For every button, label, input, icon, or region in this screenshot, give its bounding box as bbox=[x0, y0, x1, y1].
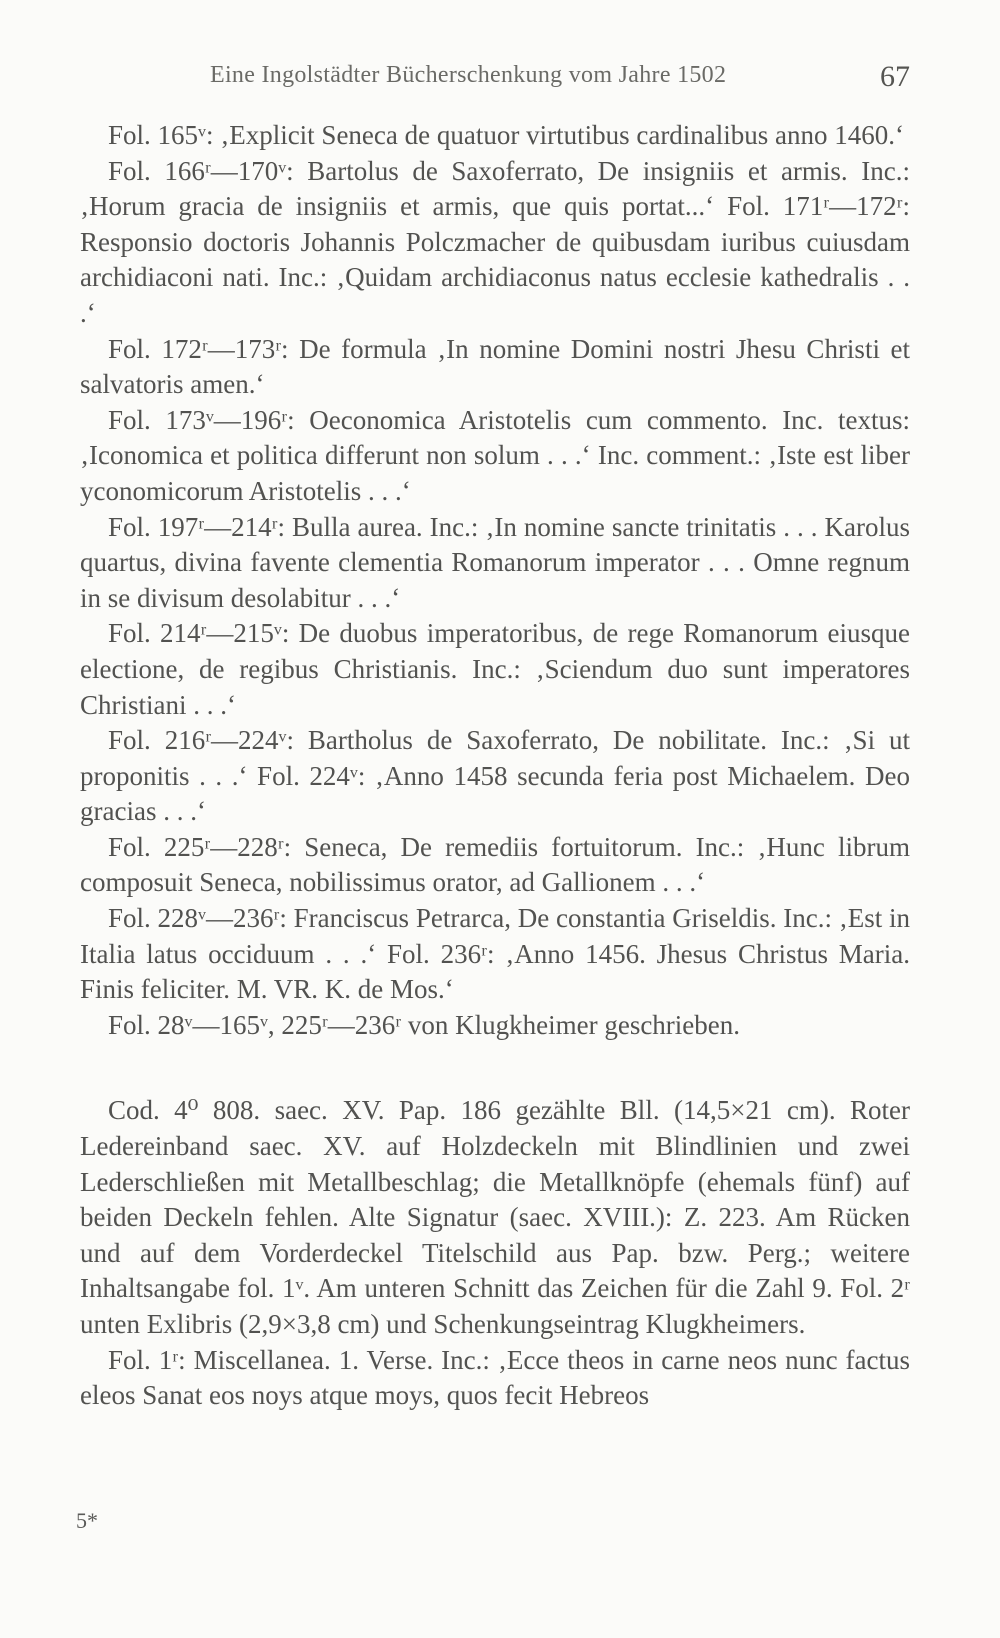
paragraph-scribe-note: Fol. 28ᵛ—165ᵛ, 225ʳ—236ʳ von Klugkheimer geschrieben. bbox=[108, 1009, 741, 1040]
paragraph-fol-216: Fol. 216ʳ—224ᵛ: Bartholus de Saxoferrato, De nobilitate. Inc.: ‚Si ut proponitis . . .‘ Fol. 224ᵛ: ‚Anno 1458 secunda feria post Michaelem. Deo gracias . . .‘ bbox=[80, 725, 910, 827]
paragraph-fol-214: Fol. 214ʳ—215ᵛ: De duobus imperatoribus, de rege Romanorum eiusque electione, de regibus Christianis. Inc.: ‚Sciendum duo sunt imperatores Christiani . . .‘ bbox=[80, 618, 910, 720]
paragraph-fol-197: Fol. 197ʳ—214ʳ: Bulla aurea. Inc.: ‚In nomine sancte trinitatis . . . Karolus quartus, divina favente clementia Romanorum imperator . . . Omne regnum in se divisum desolabitur . . .‘ bbox=[80, 511, 910, 613]
page-number: 67 bbox=[880, 60, 910, 93]
paragraph-fol-225: Fol. 225ʳ—228ʳ: Seneca, De remediis fortuitorum. Inc.: ‚Hunc librum composuit Seneca, nobilissimus orator, ad Gallionem . . .‘ bbox=[80, 831, 910, 898]
paragraph-fol-1-miscellanea: Fol. 1ʳ: Miscellanea. 1. Verse. Inc.: ‚Ecce theos in carne neos nunc factus eleos Sanat eos noys atque moys, quos fecit Hebreos bbox=[80, 1344, 910, 1411]
body-text bbox=[80, 118, 910, 1414]
paragraph-fol-166: Fol. 166ʳ—170ᵛ: Bartolus de Saxoferrato, De insigniis et armis. Inc.: ‚Horum gracia de insigniis et armis, que quis portat...‘ Fol. 171ʳ—172ʳ: Responsio doctoris Johannis Polczmacher de quibusdam iuribus cuiusdam archidiaconi nati. Inc.: ‚Quidam archidiaconus natus ecclesie kathedralis . . .‘ bbox=[80, 155, 910, 328]
paragraph-codex-description: Cod. 4⁰ 808. saec. XV. Pap. 186 gezählte Bll. (14,5×21 cm). Roter Ledereinband saec. XV. auf Holzdeckeln mit Blindlinien und zwei Lederschließen mit Metallbeschlag; die Metallknöpfe (ehemals fünf) auf beiden Deckeln fehlen. Alte Signatur (saec. XVIII.): Z. 223. Am Rücken und auf dem Vorderdeckel Titelschild aus Pap. bzw. Perg.; weitere Inhaltsangabe fol. 1ᵛ. Am unteren Schnitt das Zeichen für die Zahl 9. Fol. 2ʳ unten Exlibris (2,9×3,8 cm) und Schenkungseintrag Klugkheimers. bbox=[80, 1095, 910, 1339]
paragraph-fol-228: Fol. 228ᵛ—236ʳ: Franciscus Petrarca, De constantia Griseldis. Inc.: ‚Est in Italia latus occiduum . . .‘ Fol. 236ʳ: ‚Anno 1456. Jhesus Christus Maria. Finis feliciter. M. VR. K. de Mos.‘ bbox=[80, 903, 910, 1005]
running-title: Eine Ingolstädter Bücherschenkung vom Jahre 1502 bbox=[210, 62, 727, 88]
section-gap bbox=[80, 1043, 910, 1093]
signature-mark: 5* bbox=[76, 1508, 98, 1533]
paragraph-fol-172: Fol. 172ʳ—173ʳ: De formula ‚In nomine Domini nostri Jhesu Christi et salvatoris amen.‘ bbox=[80, 333, 910, 400]
paragraph-fol-165: Fol. 165ᵛ: ‚Explicit Seneca de quatuor virtutibus cardinalibus anno 1460.‘ bbox=[108, 120, 905, 150]
paragraph-fol-173: Fol. 173ᵛ—196ʳ: Oeconomica Aristotelis cum commento. Inc. textus: ‚Iconomica et politica differunt non solum . . .‘ Inc. comment.: ‚Iste est liber yconomicorum Aristotelis . . .‘ bbox=[80, 404, 910, 506]
